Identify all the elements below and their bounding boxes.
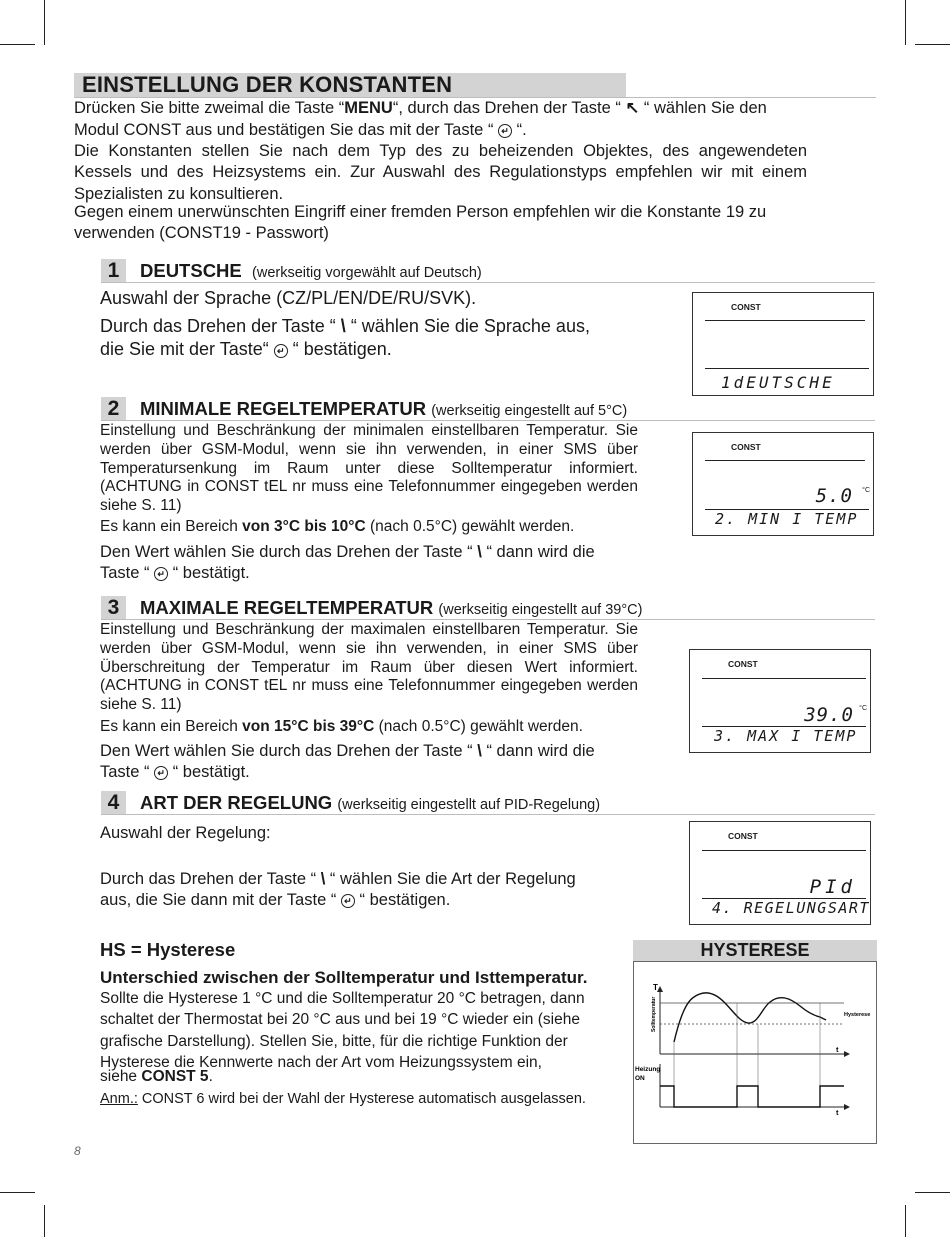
intro-paragraph-3: Gegen einem unerwünschten Eingriff einer fremden Person empfehlen wir die Konstante 19 zu verwenden (CONST19 - Passwort) xyxy=(74,203,767,243)
section-3-text-4 xyxy=(100,762,250,783)
section-3-text-2 xyxy=(100,716,583,737)
lcd-label: CONST xyxy=(731,442,761,452)
heating-axis-arrow xyxy=(844,1104,850,1110)
intro-text: Modul CONST aus und bestätigen Sie das mit der Taste “ xyxy=(74,121,499,139)
section-1-text-1: Auswahl der Sprache (CZ/PL/EN/DE/RU/SVK). xyxy=(100,288,477,308)
section-2-text-1: Einstellung und Beschränkung der minimalen einstellbaren Temperatur. Sie werden über GSM-Modul, wenn sie ihn verwenden, in einer SMS über Temperatursenkung im Raum unter diese Solltemperatur informiert. (ACHTUNG in CONST tEL nr muss eine Telefonnummer eingegeben werden siehe S. 11) xyxy=(100,422,638,515)
section-2-line xyxy=(101,420,875,421)
knob-icon: \ xyxy=(340,316,346,336)
lcd-divider xyxy=(705,320,865,321)
section-1-title xyxy=(140,260,482,282)
section-3-number: 3 xyxy=(101,596,126,619)
menu-key-label: MENU xyxy=(344,99,393,117)
intro-text: “, durch das Drehen der Taste “ xyxy=(392,99,626,117)
section-text: “ bestätigen. xyxy=(287,339,392,359)
lcd-label: CONST xyxy=(728,659,758,669)
section-text: Durch das Drehen der Taste “ xyxy=(100,316,341,336)
section-note: (werkseitig eingestellt auf 5°C) xyxy=(431,403,628,419)
lcd-text: 4. REGELUNGSART xyxy=(712,899,870,917)
crop-mark xyxy=(915,1192,950,1193)
intro-text: “ wählen Sie den xyxy=(639,99,767,117)
section-text: (nach 0.5°C) gewählt werden. xyxy=(374,718,583,735)
section-text: (nach 0.5°C) gewählt werden. xyxy=(365,518,575,535)
lcd-value: 5.0 xyxy=(815,485,853,507)
knob-icon: \ xyxy=(477,742,482,760)
heating-on-label: ON xyxy=(635,1075,645,1082)
section-3-line xyxy=(101,619,875,620)
section-text: “ bestätigen. xyxy=(354,891,451,909)
section-text: Taste “ xyxy=(100,564,155,582)
section-4-text-1: Auswahl der Regelung: xyxy=(100,824,271,842)
section-2-text-4 xyxy=(100,563,250,584)
section-2-text-3 xyxy=(100,542,595,563)
heating-label: Heizung xyxy=(635,1066,661,1073)
crop-mark xyxy=(44,1205,45,1237)
lcd-divider xyxy=(705,368,869,369)
section-text: “ dann wird die xyxy=(481,742,595,760)
lcd-label: CONST xyxy=(728,831,758,841)
section-text: Den Wert wählen Sie durch das Drehen der Taste “ xyxy=(100,543,478,561)
intro-text: “. xyxy=(512,121,527,139)
lcd-divider xyxy=(702,850,866,851)
crop-mark xyxy=(915,44,950,45)
setpoint-label: Solltemperatur xyxy=(651,996,657,1032)
section-2-number: 2 xyxy=(101,397,126,420)
section-note: (werkseitig eingestellt auf PID-Regelung) xyxy=(337,797,601,813)
temperature-curve xyxy=(674,993,826,1042)
section-2-title xyxy=(140,398,627,420)
section-text: “ wählen Sie die Art der Regelung xyxy=(325,870,576,888)
lcd-unit: °C xyxy=(862,487,870,494)
knob-icon: ↖ xyxy=(625,99,640,117)
enter-icon: ↵ xyxy=(274,344,288,358)
section-title-text: MINIMALE REGELTEMPERATUR xyxy=(140,398,427,419)
section-1-text-2 xyxy=(100,316,590,337)
crop-mark xyxy=(905,0,906,45)
hs-body: Sollte die Hysterese 1 °C und die Solltemperatur 20 °C betragen, dann schaltet der Thermostat bei 20 °C aus und bei 19 °C wieder ein (siehe grafische Darstellung). Stellen Sie, bitte, für die richtige Funktion der Hysterese die Kennwerte nach der Art vom Heizungssystem ein, xyxy=(100,990,585,1071)
section-text: Es kann ein Bereich xyxy=(100,718,243,735)
section-title-text: MAXIMALE REGELTEMPERATUR xyxy=(140,597,434,618)
intro-paragraph-2: Die Konstanten stellen Sie nach dem Typ des zu beheizenden Objektes, des angewendeten Kessels und des Heizsystems ein. Zur Auswahl des Regulationstyps empfehlen wir mit einem Spezialisten zu konsultieren. xyxy=(74,142,807,203)
hs-text: . xyxy=(208,1068,213,1085)
lcd-text: 3. MAX I TEMP xyxy=(714,727,858,745)
const-reference: CONST 5 xyxy=(141,1068,209,1085)
intro-line-1 xyxy=(74,98,814,119)
crop-mark xyxy=(0,1192,35,1193)
enter-icon: ↵ xyxy=(341,894,355,908)
crop-mark xyxy=(44,0,45,45)
section-note: (werkseitig vorgewählt auf Deutsch) xyxy=(252,265,482,281)
section-text: aus, die Sie dann mit der Taste “ xyxy=(100,891,341,909)
range-text: von 15°C bis 39°C xyxy=(242,718,375,735)
lcd-display-1 xyxy=(692,292,874,396)
section-text: “ bestätigt. xyxy=(168,763,250,781)
section-1-number: 1 xyxy=(101,259,126,282)
section-text: “ dann wird die xyxy=(481,543,595,561)
page-number: 8 xyxy=(74,1144,81,1158)
lcd-text: 1dEUTSCHE xyxy=(721,373,835,392)
hysteresis-label: Hysterese xyxy=(844,1012,871,1018)
section-4-line xyxy=(101,814,875,815)
section-text: die Sie mit der Taste“ xyxy=(100,339,274,359)
lcd-display-4 xyxy=(689,821,871,925)
lcd-unit: °C xyxy=(859,705,867,712)
section-2-text-2 xyxy=(100,516,574,537)
lcd-display-3 xyxy=(689,649,871,753)
intro-line-2 xyxy=(74,120,814,141)
lcd-display-2 xyxy=(692,432,874,536)
hs-subheading: Unterschied zwischen der Solltemperatur und Isttemperatur. xyxy=(100,968,588,987)
section-4-title xyxy=(140,792,600,814)
lcd-label: CONST xyxy=(731,302,761,312)
section-3-text-3 xyxy=(100,741,595,762)
section-3-text-1: Einstellung und Beschränkung der maximalen einstellbaren Temperatur. Sie werden über GSM-Modul, wenn sie ihn verwenden, in einer SMS über Überschreitung der Temperatur im Raum über diesen Wert informiert. (ACHTUNG in CONST tEL nr muss eine Telefonnummer eingegeben werden siehe S. 11) xyxy=(100,621,638,714)
note-text: CONST 6 wird bei der Wahl der Hysterese automatisch ausgelassen. xyxy=(137,1091,586,1107)
section-4-number: 4 xyxy=(101,791,126,814)
hysteresis-diagram xyxy=(633,961,877,1144)
section-title-text: DEUTSCHE xyxy=(140,260,242,281)
hs-note xyxy=(100,1089,586,1110)
page-title: EINSTELLUNG DER KONSTANTEN xyxy=(82,72,453,97)
section-text: Es kann ein Bereich xyxy=(100,518,243,535)
lcd-text: 2. MIN I TEMP xyxy=(715,510,859,528)
time-label: t xyxy=(836,1045,839,1054)
knob-icon: \ xyxy=(320,870,326,888)
intro-text: Drücken Sie bitte zweimal die Taste “ xyxy=(74,99,345,117)
section-text: Den Wert wählen Sie durch das Drehen der Taste “ xyxy=(100,742,478,760)
section-4-text-3 xyxy=(100,890,450,911)
hysteresis-svg xyxy=(634,962,876,1143)
diagram-title: HYSTERESE xyxy=(633,940,877,961)
section-1-text-3 xyxy=(100,339,392,360)
hs-text: siehe xyxy=(100,1068,142,1085)
hs-heading: HS = Hysterese xyxy=(100,939,236,960)
x-axis-arrow xyxy=(844,1051,850,1057)
crop-mark xyxy=(0,44,35,45)
section-4-text-2 xyxy=(100,869,576,890)
lcd-value: 39.0 xyxy=(804,704,854,726)
section-3-title xyxy=(140,597,642,619)
section-title-text: ART DER REGELUNG xyxy=(140,792,333,813)
section-1-line xyxy=(101,282,875,283)
range-text: von 3°C bis 10°C xyxy=(242,518,366,535)
enter-icon: ↵ xyxy=(154,567,168,581)
lcd-divider xyxy=(705,460,865,461)
y-axis-arrow xyxy=(657,986,663,992)
section-text: Durch das Drehen der Taste “ xyxy=(100,870,321,888)
knob-icon: \ xyxy=(477,543,482,561)
lcd-divider xyxy=(702,678,866,679)
section-note: (werkseitig eingestellt auf 39°C) xyxy=(438,602,643,618)
section-text: “ wählen Sie die Sprache aus, xyxy=(345,316,590,336)
section-text: “ bestätigt. xyxy=(168,564,250,582)
heating-signal xyxy=(660,1086,844,1107)
y-axis-label: T xyxy=(653,983,658,992)
enter-icon: ↵ xyxy=(154,766,168,780)
crop-mark xyxy=(905,1205,906,1237)
lcd-value: PId xyxy=(809,876,856,898)
section-text: Taste “ xyxy=(100,763,155,781)
enter-icon: ↵ xyxy=(498,124,512,138)
time-label: t xyxy=(836,1108,839,1117)
note-label: Anm.: xyxy=(100,1091,138,1107)
hs-see xyxy=(100,1066,213,1087)
